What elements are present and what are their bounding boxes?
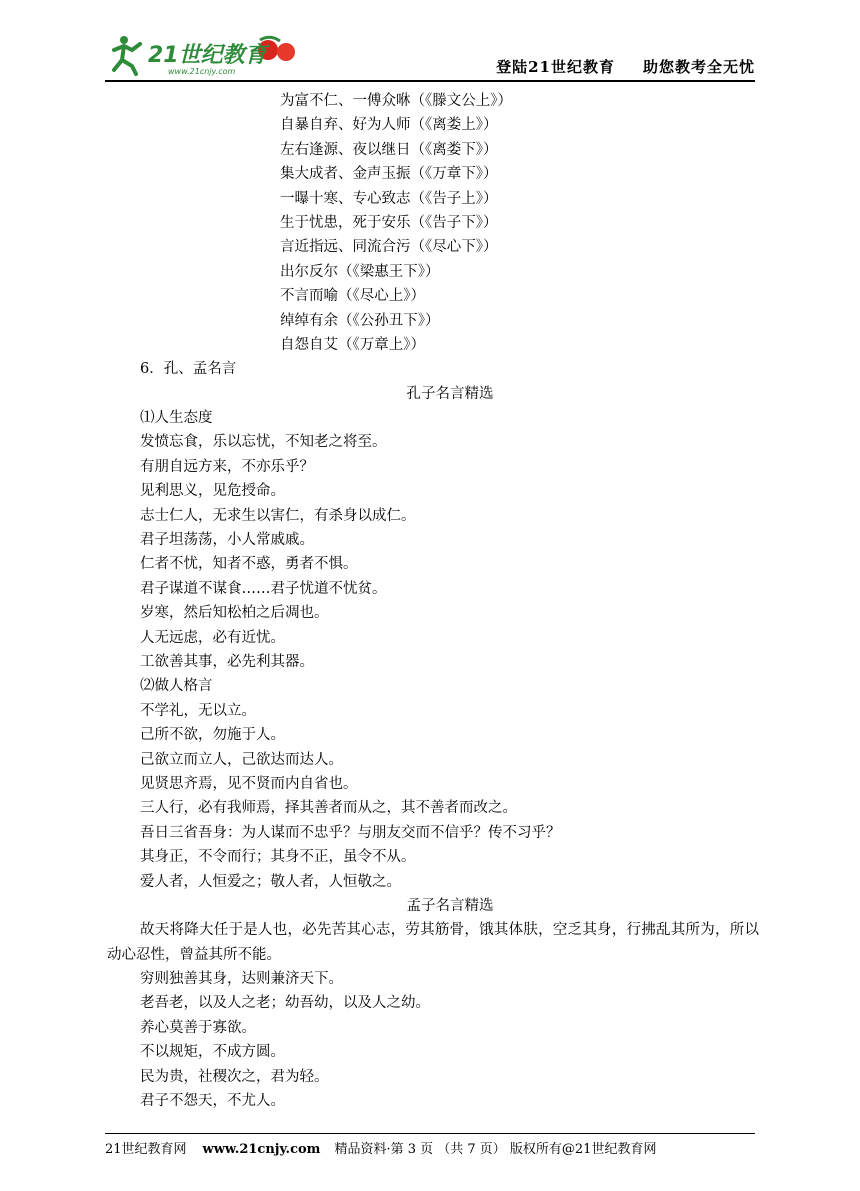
list-item: 人无远虑，必有近忧。 [140, 629, 285, 646]
header-divider [105, 80, 755, 82]
list-item: 爱人者，人恒爱之；敬人者，人恒敬之。 [140, 873, 401, 890]
logo-figure-body [114, 44, 140, 74]
list-item: 一曝十寒、专心致志（《告子上》） [280, 190, 498, 207]
list-item: 见利思义，见危授命。 [140, 483, 285, 500]
subheading-attitude: ⑴人生态度 [140, 410, 213, 427]
list-item: 工欲善其事，必先利其器。 [140, 653, 314, 670]
list-item: 其身正，不令而行；其身不正，虽令不从。 [140, 849, 416, 866]
list-item: 不以规矩，不成方圆。 [140, 1044, 285, 1061]
list-item: 集大成者、金声玉振（《万章下》） [280, 166, 498, 183]
list-item: 自暴自弃、好为人师（《离娄上》） [280, 117, 498, 134]
list-item: 出尔反尔（《梁惠王下》） [280, 263, 440, 280]
list-item: 君子坦荡荡，小人常戚戚。 [140, 532, 314, 549]
mengzi-paragraph: 故天将降大任于是人也，必先苦其心志，劳其筋骨，饿其体肤，空乏其身，行拂乱其所为，所以动心忍性，曾益其所不能。 [107, 922, 759, 963]
list-item: 君子不怨天，不尤人。 [140, 1093, 285, 1110]
page-header [105, 30, 755, 82]
subheading-conduct: ⑵做人格言 [140, 678, 213, 695]
slogan-right: 助您教考全无忧 [642, 58, 755, 76]
list-item: 生于忧患，死于安乐（《告子下》） [280, 214, 498, 231]
logo-tomato-2 [277, 43, 295, 61]
logo-text: 21世纪教育 [148, 43, 267, 68]
header-slogan [496, 56, 755, 77]
list-item: 言近指远、同流合污（《尽心下》） [280, 239, 498, 256]
list-item: 君子谋道不谋食……君子忧道不忧贫。 [140, 580, 387, 597]
list-item: 吾日三省吾身：为人谋而不忠乎？与朋友交而不信乎？传不习乎？ [140, 824, 561, 841]
logo [110, 32, 310, 76]
footer-url: www.21cnjy.com [202, 1142, 321, 1157]
mengzi-title: 孟子名言精选 [406, 897, 494, 914]
list-item: 有朋自远方来，不亦乐乎？ [140, 458, 314, 475]
list-item: 为富不仁、一傅众咻（《滕文公上》） [280, 93, 512, 109]
section-heading: 6．孔、孟名言 [140, 361, 237, 378]
list-item: 老吾老，以及人之老；幼吾幼，以及人之幼。 [140, 995, 430, 1012]
list-item: 绰绰有余（《公孙丑下》） [280, 312, 440, 329]
list-item: 己欲立而立人，己欲达而达人。 [140, 751, 343, 768]
list-item: 志士仁人，无求生以害仁，有杀身以成仁。 [140, 507, 416, 524]
list-item: 不学礼，无以立。 [140, 702, 256, 719]
page-footer [105, 1133, 755, 1157]
logo-url: www.21cnjy.com [168, 67, 236, 76]
list-item: 民为贵，社稷次之，君为轻。 [140, 1068, 329, 1085]
page-body [0, 89, 860, 1113]
list-item: 左右逢源、夜以继日（《离娄下》） [280, 141, 498, 158]
list-item: 不言而喻（《尽心上》） [280, 288, 425, 305]
footer-info: 精品资料·第 3 页 （共 7 页） 版权所有@21世纪教育网 [334, 1142, 657, 1157]
list-item: 养心莫善于寡欲。 [140, 1019, 256, 1036]
list-item: 自怨自艾（《万章上》） [280, 336, 425, 353]
kongzi-title: 孔子名言精选 [406, 385, 494, 402]
slogan-left: 登陆21世纪教育 [496, 58, 615, 76]
footer-site: 21世纪教育网 [105, 1142, 187, 1157]
list-item: 见贤思齐焉，见不贤而内自省也。 [140, 775, 358, 792]
list-item: 岁寒，然后知松柏之后凋也。 [140, 605, 329, 622]
logo-figure-head [120, 36, 128, 44]
list-item: 发愤忘食，乐以忘忧，不知老之将至。 [140, 434, 387, 451]
list-item: 穷则独善其身，达则兼济天下。 [140, 971, 343, 988]
list-item: 三人行，必有我师焉，择其善者而从之，其不善者而改之。 [140, 800, 517, 817]
list-item: 己所不欲，勿施于人。 [140, 727, 285, 744]
list-item: 仁者不忧，知者不惑，勇者不惧。 [140, 556, 358, 573]
quote-list [0, 89, 860, 357]
